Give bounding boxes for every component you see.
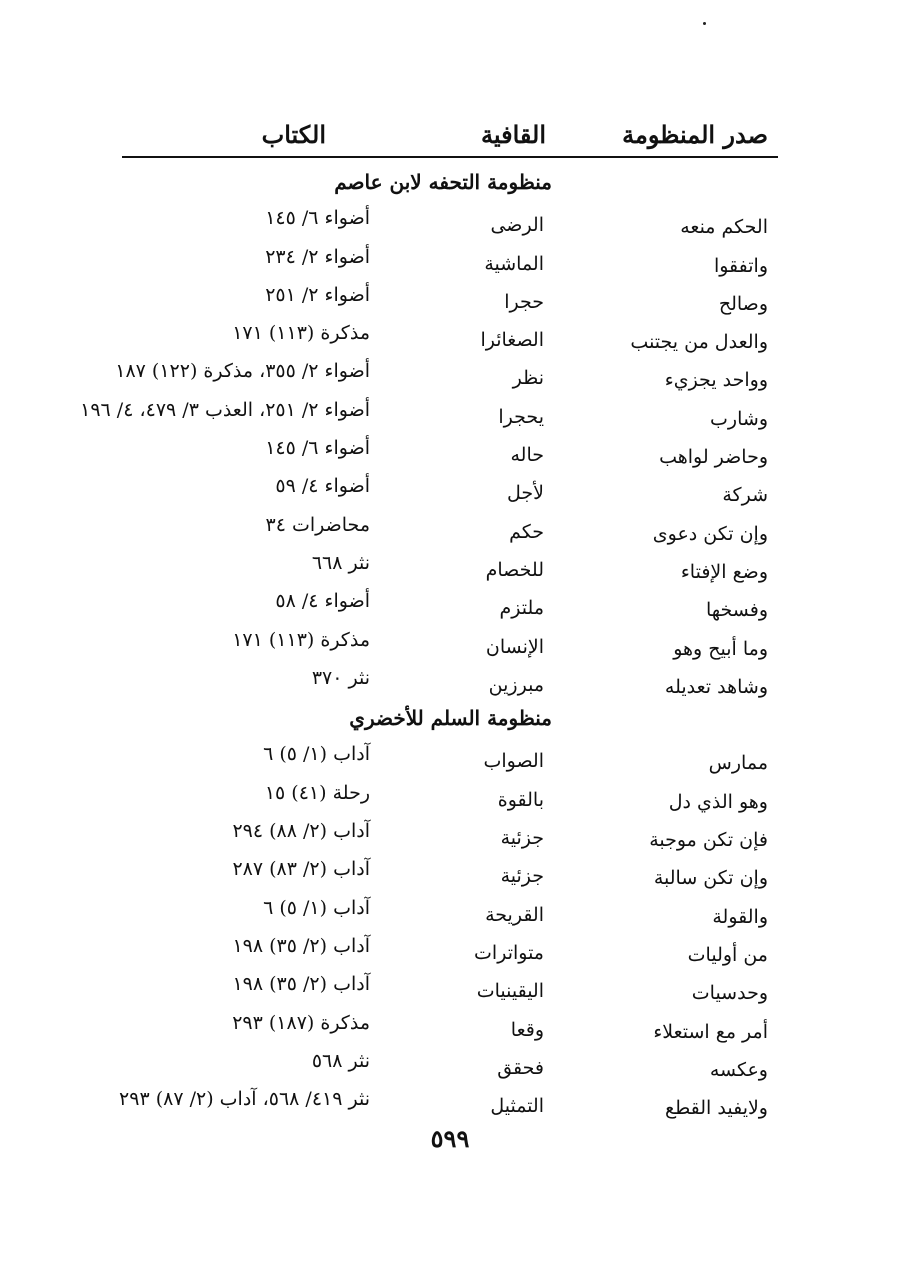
cell-sadr: ممارس <box>708 752 768 775</box>
cell-kitab: آداب (١/ ٥) ٦ <box>263 743 370 766</box>
table-row <box>122 894 778 932</box>
cell-qafia: حاله <box>510 444 544 467</box>
cell-sadr: وفسخها <box>705 599 768 622</box>
table-row <box>122 204 778 242</box>
table-row <box>80 396 778 434</box>
cell-sadr: فإن تكن موجبة <box>649 829 768 852</box>
cell-qafia: نظر <box>512 367 544 390</box>
header-sadr: صدر المنظومة <box>622 120 768 149</box>
table-row <box>122 817 778 855</box>
cell-sadr: ولايفيد القطع <box>664 1097 768 1120</box>
cell-qafia: فحقق <box>497 1056 544 1079</box>
cell-qafia: الرضى <box>490 214 544 237</box>
cell-kitab: نثر ٥٦٨ <box>311 1049 370 1072</box>
cell-kitab: نثر ٦٦٨ <box>311 551 370 574</box>
cell-sadr: أمر مع استعلاء <box>653 1020 768 1043</box>
cell-kitab: أضواء ٦/ ١٤٥ <box>265 207 370 230</box>
page-number: ٥٩٩ <box>430 1124 470 1153</box>
section-title: منظومة السلم للأخضري <box>349 706 552 731</box>
cell-kitab: أضواء ٢/ ٢٥١، العذب ٣/ ٤٧٩، ٤/ ١٩٦ <box>80 398 370 421</box>
table-row <box>122 549 778 587</box>
table-row <box>122 932 778 970</box>
cell-qafia: ملتزم <box>499 597 544 620</box>
table-row <box>122 587 778 625</box>
table-row <box>122 281 778 319</box>
section-title-row <box>122 166 778 204</box>
cell-kitab: آداب (٢/ ٣٥) ١٩٨ <box>232 934 370 957</box>
cell-qafia: الصواب <box>483 750 544 773</box>
cell-kitab: رحلة (٤١) ١٥ <box>264 781 370 804</box>
cell-kitab: آداب (٢/ ٣٥) ١٩٨ <box>232 973 370 996</box>
cell-kitab: أضواء ٦/ ١٤٥ <box>265 437 370 460</box>
cell-sadr: وعكسه <box>709 1058 768 1081</box>
table-row <box>122 511 778 549</box>
section-title: منظومة التحفه لابن عاصم <box>334 170 552 194</box>
header-kitab: الكتاب <box>261 120 326 149</box>
cell-kitab: آداب (٢/ ٨٣) ٢٨٧ <box>232 858 370 881</box>
table-row <box>119 1085 778 1123</box>
table-row <box>122 1009 778 1047</box>
cell-kitab: آداب (١/ ٥) ٦ <box>263 896 370 919</box>
table-row <box>122 855 778 893</box>
cell-sadr: وإن تكن دعوى <box>652 522 768 545</box>
cell-kitab: أضواء ٤/ ٥٩ <box>275 475 370 498</box>
table-row <box>122 740 778 778</box>
cell-kitab: مذكرة (١١٣) ١٧١ <box>232 628 370 651</box>
cell-qafia: بالقوة <box>497 788 544 811</box>
cell-kitab: أضواء ٢/ ٢٣٤ <box>265 245 370 268</box>
cell-qafia: الإنسان <box>485 635 544 658</box>
cell-sadr: وصالح <box>718 292 768 315</box>
cell-qafia: مبرزين <box>488 673 544 696</box>
table-row <box>115 357 778 395</box>
cell-kitab: آداب (٢/ ٨٨) ٢٩٤ <box>232 820 370 843</box>
table-row <box>122 472 778 510</box>
table-row <box>122 779 778 817</box>
cell-qafia: القريحة <box>485 903 544 926</box>
cell-sadr: وما أبيح وهو <box>673 637 768 660</box>
cell-sadr: وحاضر لواهب <box>659 446 768 469</box>
cell-kitab: محاضرات ٣٤ <box>265 513 370 536</box>
cell-qafia: وقعا <box>510 1018 544 1041</box>
cell-qafia: يحجرا <box>498 405 544 428</box>
cell-sadr: شركة <box>722 484 768 507</box>
cell-kitab: نثر ٣٧٠ <box>311 666 370 689</box>
cell-kitab: أضواء ٤/ ٥٨ <box>275 590 370 613</box>
cell-sadr: وشاهد تعديله <box>664 675 768 698</box>
cell-qafia: جزئية <box>500 827 544 850</box>
table-row <box>122 243 778 281</box>
cell-kitab: أضواء ٢/ ٢٥١ <box>265 283 370 306</box>
table-body <box>80 166 778 1123</box>
cell-kitab: مذكرة (١٨٧) ٢٩٣ <box>232 1011 370 1034</box>
cell-kitab: أضواء ٢/ ٣٥٥، مذكرة (١٢٢) ١٨٧ <box>115 360 370 383</box>
cell-sadr: وهو الذي دل <box>668 790 768 813</box>
table-row <box>122 319 778 357</box>
cell-qafia: لأجل <box>507 482 544 505</box>
cell-qafia: التمثيل <box>490 1095 544 1118</box>
table-header <box>122 118 778 158</box>
cell-sadr: وحدسيات <box>691 982 768 1005</box>
cell-sadr: وإن تكن سالبة <box>653 867 768 890</box>
cell-sadr: وضع الإفتاء <box>680 560 768 583</box>
cell-qafia: الماشية <box>484 252 544 275</box>
table-row <box>122 434 778 472</box>
section-title-row <box>122 702 778 740</box>
cell-sadr: وواحد يجزيء <box>664 369 768 392</box>
cell-qafia: متواترات <box>474 941 544 964</box>
cell-kitab: نثر ٤١٩/ ٥٦٨، آداب (٢/ ٨٧) ٢٩٣ <box>119 1088 370 1111</box>
cell-sadr: الحكم منعه <box>680 216 768 239</box>
cell-qafia: الصغائرا <box>480 329 544 352</box>
cell-sadr: والعدل من يجتنب <box>630 331 768 354</box>
cell-sadr: والقولة <box>712 905 768 928</box>
cell-qafia: جزئية <box>500 865 544 888</box>
table-row <box>122 1047 778 1085</box>
cell-qafia: اليقينيات <box>476 980 544 1003</box>
cell-kitab: مذكرة (١١٣) ١٧١ <box>232 322 370 345</box>
table-row <box>122 970 778 1008</box>
corner-dot <box>703 22 706 25</box>
cell-sadr: وشارب <box>710 407 768 430</box>
table-row <box>122 626 778 664</box>
cell-qafia: حكم <box>509 520 544 543</box>
cell-sadr: واتفقوا <box>713 254 768 277</box>
header-qafia: القافية <box>480 120 546 149</box>
cell-qafia: للخصام <box>485 558 544 581</box>
cell-qafia: حجرا <box>504 290 544 313</box>
table-row <box>122 664 778 702</box>
cell-sadr: من أوليات <box>687 943 768 966</box>
